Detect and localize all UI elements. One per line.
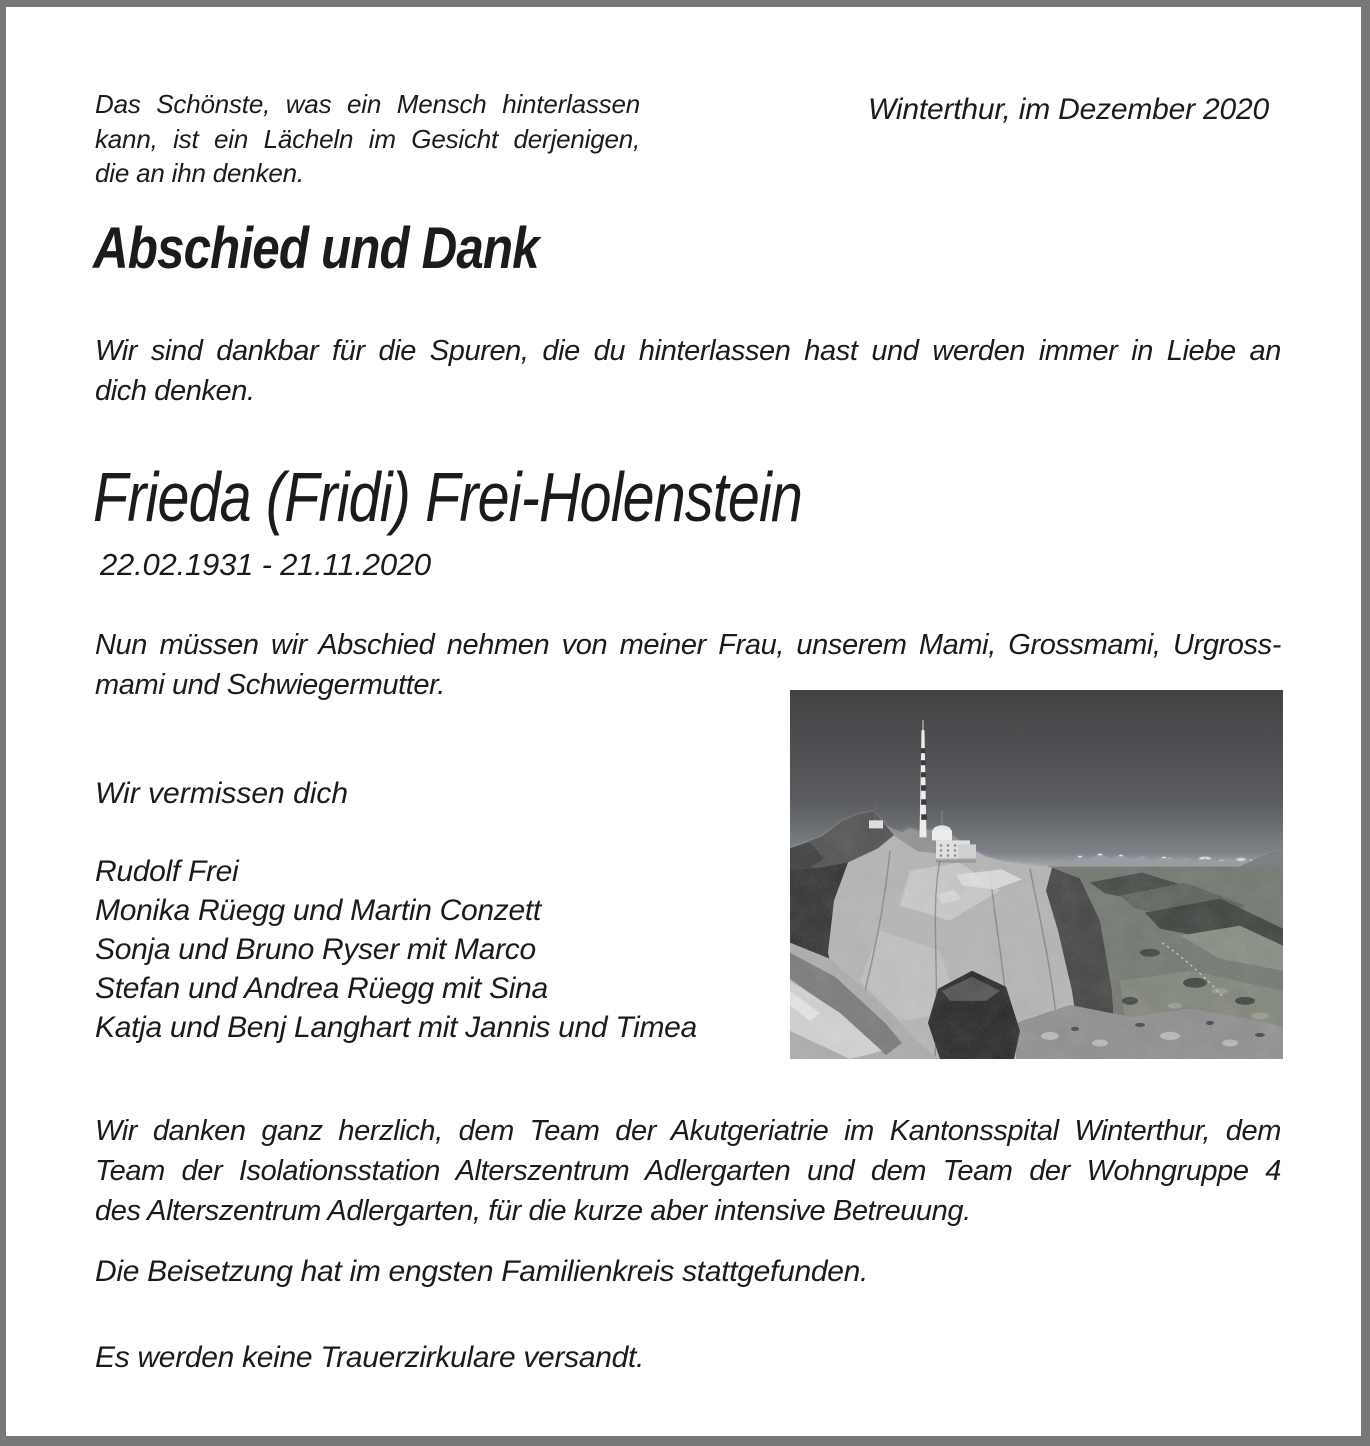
intro-line: dich denken. bbox=[95, 375, 255, 407]
family-member: Stefan und Andrea Rüegg mit Sina bbox=[95, 972, 548, 1005]
summit-photo-graphic bbox=[790, 690, 1283, 1059]
farewell-line: Nun müssen wir Abschied nehmen von meiner Frau, unserem Mami, Grossmami, Urgross- bbox=[95, 629, 1281, 661]
funeral-note: Die Beisetzung hat im engsten Familienkreis stattgefunden. bbox=[95, 1255, 869, 1288]
dateline: Winterthur, im Dezember 2020 bbox=[868, 93, 1269, 126]
circulars-note: Es werden keine Trauerzirkulare versandt. bbox=[95, 1341, 645, 1374]
family-member: Monika Rüegg und Martin Conzett bbox=[95, 894, 541, 927]
farewell-line: mami und Schwiegermutter. bbox=[95, 669, 445, 701]
thanks-line: Team der Isolationsstation Alterszentrum Adlergarten und dem Team der Wohngruppe 4 bbox=[95, 1155, 1281, 1187]
epigraph-line: Das Schönste, was ein Mensch hinterlassen bbox=[95, 89, 640, 119]
thanks-line: Wir danken ganz herzlich, dem Team der Akutgeriatrie im Kantonsspital Winterthur, dem bbox=[95, 1115, 1281, 1147]
page-title: Abschied und Dank bbox=[93, 216, 539, 281]
family-list bbox=[95, 852, 697, 1047]
deceased-name: Frieda (Fridi) Frei-Holenstein bbox=[93, 458, 803, 536]
family-member: Sonja und Bruno Ryser mit Marco bbox=[95, 933, 536, 966]
life-dates: 22.02.1931 - 21.11.2020 bbox=[100, 547, 431, 582]
family-member: Katja und Benj Langhart mit Jannis und Timea bbox=[95, 1011, 697, 1044]
thanks-line: des Alterszentrum Adlergarten, für die kurze aber intensive Betreuung. bbox=[95, 1195, 971, 1227]
epigraph-line: kann, ist ein Lächeln im Gesicht derjenigen, bbox=[95, 123, 640, 154]
thanks-paragraph bbox=[95, 1111, 1281, 1231]
intro-line: Wir sind dankbar für die Spuren, die du hinterlassen hast und werden immer in Liebe an bbox=[95, 335, 1281, 367]
missing-line: Wir vermissen dich bbox=[95, 777, 349, 810]
family-member: Rudolf Frei bbox=[95, 855, 239, 888]
intro-paragraph bbox=[95, 331, 1281, 411]
epigraph-line: die an ihn denken. bbox=[95, 158, 304, 188]
epigraph bbox=[95, 87, 640, 191]
summit-photo bbox=[790, 690, 1283, 1059]
